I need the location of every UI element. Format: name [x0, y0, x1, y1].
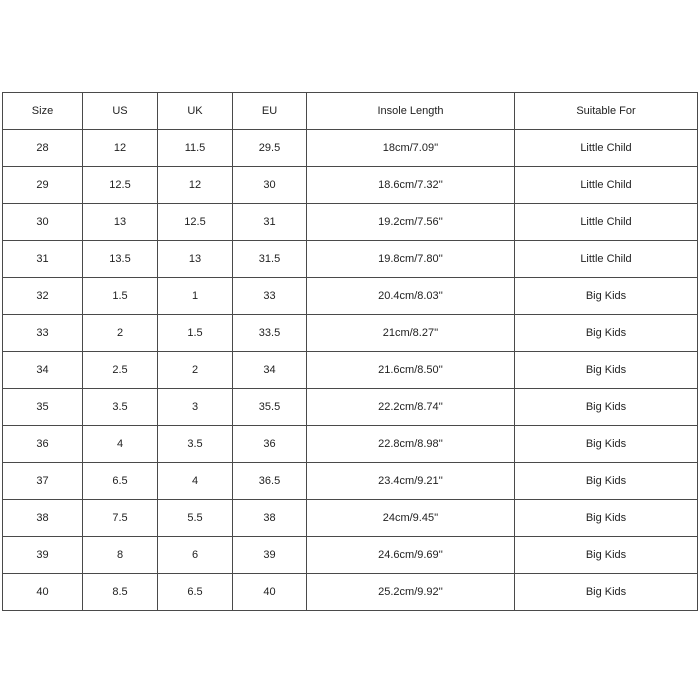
header-eu: EU — [233, 93, 307, 130]
cell-insole-length: 20.4cm/8.03'' — [307, 278, 515, 315]
cell-insole-length: 19.8cm/7.80'' — [307, 241, 515, 278]
cell-us: 6.5 — [83, 463, 158, 500]
cell-suitable-for: Big Kids — [515, 463, 698, 500]
size-chart-table — [2, 92, 698, 611]
cell-insole-length: 25.2cm/9.92'' — [307, 574, 515, 611]
cell-insole-length: 21cm/8.27'' — [307, 315, 515, 352]
header-row — [3, 93, 698, 130]
cell-size: 35 — [3, 389, 83, 426]
table-row — [3, 463, 698, 500]
cell-suitable-for: Big Kids — [515, 537, 698, 574]
header-insole-length: Insole Length — [307, 93, 515, 130]
cell-us: 13.5 — [83, 241, 158, 278]
cell-us: 13 — [83, 204, 158, 241]
cell-insole-length: 21.6cm/8.50'' — [307, 352, 515, 389]
cell-uk: 12 — [158, 167, 233, 204]
cell-suitable-for: Little Child — [515, 241, 698, 278]
cell-insole-length: 18.6cm/7.32'' — [307, 167, 515, 204]
cell-insole-length: 23.4cm/9.21'' — [307, 463, 515, 500]
cell-eu: 30 — [233, 167, 307, 204]
cell-insole-length: 24cm/9.45'' — [307, 500, 515, 537]
table-body — [3, 130, 698, 611]
table-row — [3, 130, 698, 167]
cell-suitable-for: Little Child — [515, 204, 698, 241]
cell-suitable-for: Big Kids — [515, 500, 698, 537]
cell-suitable-for: Little Child — [515, 130, 698, 167]
cell-size: 32 — [3, 278, 83, 315]
cell-size: 39 — [3, 537, 83, 574]
cell-size: 38 — [3, 500, 83, 537]
cell-suitable-for: Big Kids — [515, 315, 698, 352]
table-row — [3, 500, 698, 537]
table-row — [3, 315, 698, 352]
table-row — [3, 389, 698, 426]
cell-size: 29 — [3, 167, 83, 204]
cell-uk: 3.5 — [158, 426, 233, 463]
cell-size: 40 — [3, 574, 83, 611]
cell-uk: 5.5 — [158, 500, 233, 537]
cell-us: 3.5 — [83, 389, 158, 426]
cell-uk: 11.5 — [158, 130, 233, 167]
table-row — [3, 204, 698, 241]
table-header — [3, 93, 698, 130]
cell-uk: 12.5 — [158, 204, 233, 241]
cell-eu: 33 — [233, 278, 307, 315]
cell-eu: 33.5 — [233, 315, 307, 352]
table-row — [3, 426, 698, 463]
cell-us: 2.5 — [83, 352, 158, 389]
cell-size: 31 — [3, 241, 83, 278]
cell-insole-length: 22.8cm/8.98'' — [307, 426, 515, 463]
table-row — [3, 167, 698, 204]
cell-uk: 13 — [158, 241, 233, 278]
cell-us: 1.5 — [83, 278, 158, 315]
cell-eu: 40 — [233, 574, 307, 611]
cell-us: 7.5 — [83, 500, 158, 537]
cell-size: 36 — [3, 426, 83, 463]
cell-suitable-for: Big Kids — [515, 352, 698, 389]
cell-suitable-for: Big Kids — [515, 389, 698, 426]
cell-suitable-for: Big Kids — [515, 426, 698, 463]
cell-uk: 3 — [158, 389, 233, 426]
header-size: Size — [3, 93, 83, 130]
cell-us: 12.5 — [83, 167, 158, 204]
cell-uk: 1 — [158, 278, 233, 315]
header-us: US — [83, 93, 158, 130]
cell-us: 8.5 — [83, 574, 158, 611]
table-row — [3, 537, 698, 574]
cell-eu: 29.5 — [233, 130, 307, 167]
table-row — [3, 278, 698, 315]
cell-uk: 6 — [158, 537, 233, 574]
cell-us: 2 — [83, 315, 158, 352]
cell-size: 30 — [3, 204, 83, 241]
cell-uk: 6.5 — [158, 574, 233, 611]
table-row — [3, 352, 698, 389]
table-row — [3, 241, 698, 278]
header-suitable-for: Suitable For — [515, 93, 698, 130]
cell-uk: 1.5 — [158, 315, 233, 352]
cell-us: 8 — [83, 537, 158, 574]
cell-size: 28 — [3, 130, 83, 167]
cell-insole-length: 24.6cm/9.69'' — [307, 537, 515, 574]
cell-us: 12 — [83, 130, 158, 167]
cell-uk: 4 — [158, 463, 233, 500]
cell-eu: 31 — [233, 204, 307, 241]
cell-eu: 31.5 — [233, 241, 307, 278]
table-row — [3, 574, 698, 611]
cell-us: 4 — [83, 426, 158, 463]
cell-eu: 39 — [233, 537, 307, 574]
cell-size: 34 — [3, 352, 83, 389]
cell-insole-length: 19.2cm/7.56'' — [307, 204, 515, 241]
cell-eu: 36.5 — [233, 463, 307, 500]
cell-size: 33 — [3, 315, 83, 352]
header-uk: UK — [158, 93, 233, 130]
cell-suitable-for: Little Child — [515, 167, 698, 204]
cell-insole-length: 18cm/7.09'' — [307, 130, 515, 167]
cell-suitable-for: Big Kids — [515, 574, 698, 611]
cell-size: 37 — [3, 463, 83, 500]
cell-uk: 2 — [158, 352, 233, 389]
cell-eu: 36 — [233, 426, 307, 463]
cell-insole-length: 22.2cm/8.74'' — [307, 389, 515, 426]
cell-eu: 38 — [233, 500, 307, 537]
cell-suitable-for: Big Kids — [515, 278, 698, 315]
cell-eu: 35.5 — [233, 389, 307, 426]
cell-eu: 34 — [233, 352, 307, 389]
